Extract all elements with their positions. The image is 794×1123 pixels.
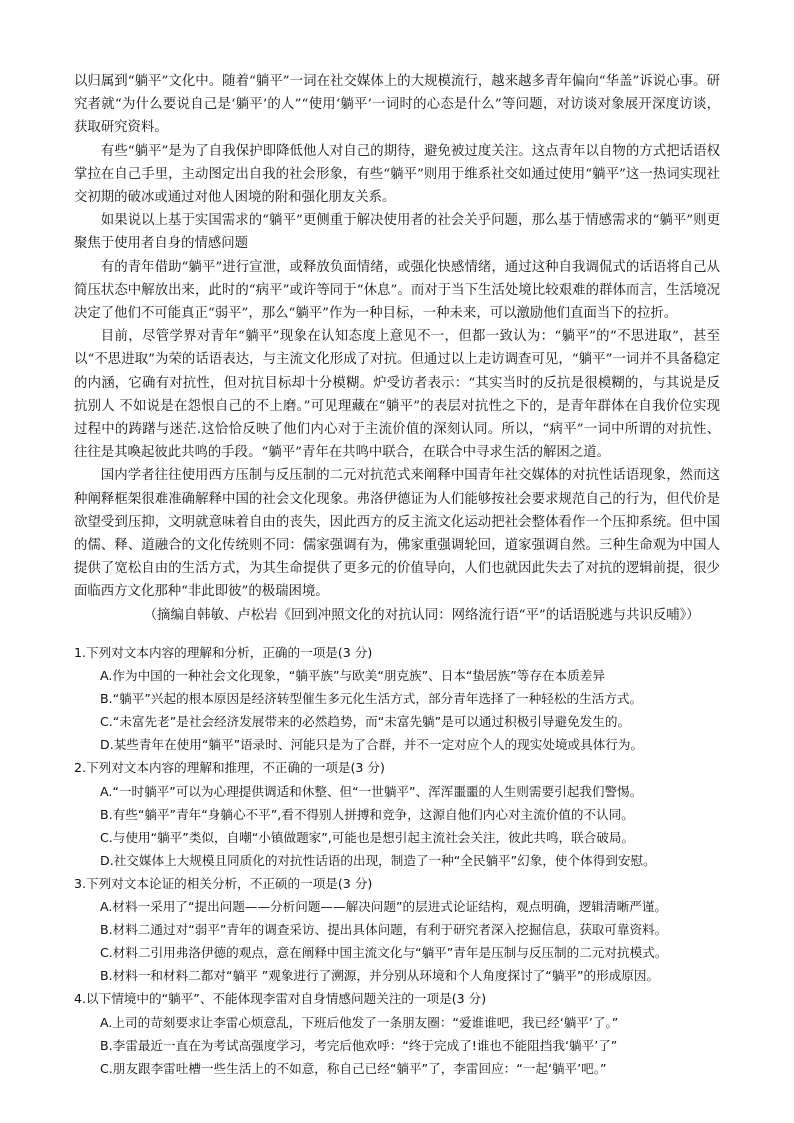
passage-paragraph: 有的青年借助“躺平”进行宣泄，或释放负面情绪，或强化快感情绪，通过这种自我调侃式的话语将自己从简压状态中解放出来，此时的“病平”或许等同于“休息”。而对于当下生活处境比较艰难的群体而言，生活境况决定了他们不可能真正“弱平”，那么“躺平”作为一种目标，一种未来，可以激励他们直面当下的拉折。 xyxy=(74,259,720,322)
reading-passage xyxy=(74,70,720,627)
passage-paragraph: 目前，尽管学界对青年“躺平”现象在认知态度上意见不一，但都一致认为：“躺平”的“不思进取”，甚至以“不思进取”为荣的话语表达，与主流文化形成了对抗。但通过以上走访调查可见，“躺平”一词并不具备稳定的内涵，它确有对抗性，但对抗目标却十分模糊。炉受访者表示：“其实当时的反抗是很模糊的，与其说是反抗别人 不如说是在怨恨自己的不上磨。”可见理藏在“躺平”的表层对抗性之下的，是青年群体在自我价位实现过程中的踌躇与迷茫.这恰恰反映了他们内心对于主流价值的深刻认同。所以，“病平”一词中所谓的对抗性、往往是其喚起彼此共鸣的手段。“躺平”青年在共鸣中联合，在联合中寻求生活的解困之道。 xyxy=(74,329,720,461)
passage-paragraph: 以归属到“躺平”文化中。随着“躺平”一词在社交媒体上的大规模流行，越来越多青年偏向“华盖”诉说心事。研究者就“为什么要说自己是‘躺平’的人”“使用‘躺平’一词时的心态是什么”等问题，对访谈对象展开深度访谈，获取研究资料。 xyxy=(74,74,720,136)
answer-option-b: B.有些“躺平”青年“身躺心不平”,看不得别人拼搏和竞争，这源自他们内心对主流价值的不认同。 xyxy=(100,806,634,822)
answer-option-a: A.作为中国的一种社会文化现象，“躺平族”与欧美“朋克族”、日本“蛰居族”等存在本质差异 xyxy=(100,668,605,684)
answer-option-a: A.材料一采用了“提出问题——分析问题——解决问题”的层进式论证结构，观点明确，逻辑清晰严谨。 xyxy=(100,899,667,915)
question-block xyxy=(74,641,726,756)
answer-option-c: C.“未富先老”是社会经济发展带来的必然趋势，而“未富先躺”是可以通过积极引导避免发生的。 xyxy=(100,714,631,730)
source-citation: （摘编自韩敏、卢松岩《回到冲照文化的对抗认同：网络流行语“平”的话语脱逃与共识反哺》） xyxy=(143,607,700,623)
question-stem: 3.下列对文本论证的相关分析，不正硕的一项是(3 分) xyxy=(74,875,373,891)
answer-option-b: B.材料二通过对“弱平”青年的调查采访、提出具体问题，有利于研究者深入挖掘信息，获取可靠资料。 xyxy=(100,922,668,938)
answer-option-d: B.材料一和材料二都对“躺平 ”观象进行了溯源，并分别从环境和个人角度探讨了“躺平”的形成原因。 xyxy=(100,968,660,984)
answer-option-a: A.“一时躺平”可以为心理提供调适和休整、但“一世躺平”、浑浑噩噩的人生则需要引起我们警惕。 xyxy=(100,783,643,799)
answer-option-a: A.上司的苛刻要求让李雷心烦意乱，下班后他发了一条朋友圈：“爱谁谁吧，我已经‘躺平’了。” xyxy=(100,1014,619,1030)
passage-paragraph: 如果说以上基于实国需求的“躺平”更侧重于解决使用者的社会关乎问题，那么基于情感需求的“躺平”则更聚焦于使用者自身的情感问题 xyxy=(74,213,720,252)
answer-option-c: C.与使用“躺平”类似，自嘲“小镇做题家”,可能也是想引起主流社会关注，彼此共鸣，联合破局。 xyxy=(100,829,635,845)
answer-option-d: D.社交媒体上大规模且同质化的对抗性话语的出现，制造了一种“全民躺平”幻象，使个体得到安慰。 xyxy=(100,852,656,868)
answer-option-b: B.“躺平”兴起的根本原因是经济转型催生多元化生活方式，部分青年选择了一种轻松的生活方式。 xyxy=(100,691,643,707)
question-stem: 1.下列对文本内容的理解和分析，正确的一项是(3 分) xyxy=(74,645,373,660)
question-stem: 4.以下情境中的“躺平”、不能体现李雷对自身情感问题关注的一项是(3 分) xyxy=(74,991,487,1007)
question-block xyxy=(74,756,726,871)
answer-option-c: C.朋友跟李雷吐槽一些生活上的不如意，称自己已经“躺平”了，李雷回应：“一起‘躺平’吧。” xyxy=(100,1060,607,1076)
answer-option-d: D.某些青年在使用“躺平”语录时、河能只是为了合群，并不一定对应个人的现实处境或具体行为。 xyxy=(100,737,644,753)
question-block xyxy=(74,987,726,1079)
passage-paragraph: 有些“躺平”是为了自我保护即降低他人对自己的期待，避免被过度关注。这点青年以自物的方式把话语权掌拉在自己手里，主动图定出自我的社会形象，有些“躺平”则用于维系社交如通过使用“躺平”这一热词实现社交初期的破冰或通过对他人困境的附和强化朋友关系。 xyxy=(74,143,720,206)
question-list xyxy=(74,641,726,1080)
answer-option-b: B.李雷最近一直在为考试高强度学习，考完后他欢呼：“终于完成了!谁也不能阻挡我‘躺平’了” xyxy=(100,1037,618,1053)
question-block xyxy=(74,872,726,987)
answer-option-c: C.材料二引用弗洛伊德的观点，意在阐释中国主流文化与“躺平”青年是压制与反压制的二元对抗模式。 xyxy=(100,945,668,961)
question-stem: 2.下列对文本内容的理解和推理，不正确的一项是(3 分) xyxy=(74,760,385,776)
passage-paragraph: 国内学者往往使用西方压制与反压制的二元对抗范式来阐释中国青年社交媒体的对抗性话语现象，然而这种阐释框架很难准确解释中国的社会文化现象。弗洛伊德证为人们能够按社会要求规范自己的行为，但代价是欲望受到压抑，文明就意味着自由的丧失，因此西方的反主流文化运动把社会整体看作一个压抑系统。但中国的儒、释、道融合的文化传统则不同：儒家强调有为，佛家重强调轮回，道家强调自然。三种生命观为中国人提供了宽松自由的生活方式，为其生命提供了更多元的价值导向，人们也就因此失去了对抗的逻辑前提，很少面临西方文化那种“非此即彼”的极瑞困境。 xyxy=(74,468,720,600)
